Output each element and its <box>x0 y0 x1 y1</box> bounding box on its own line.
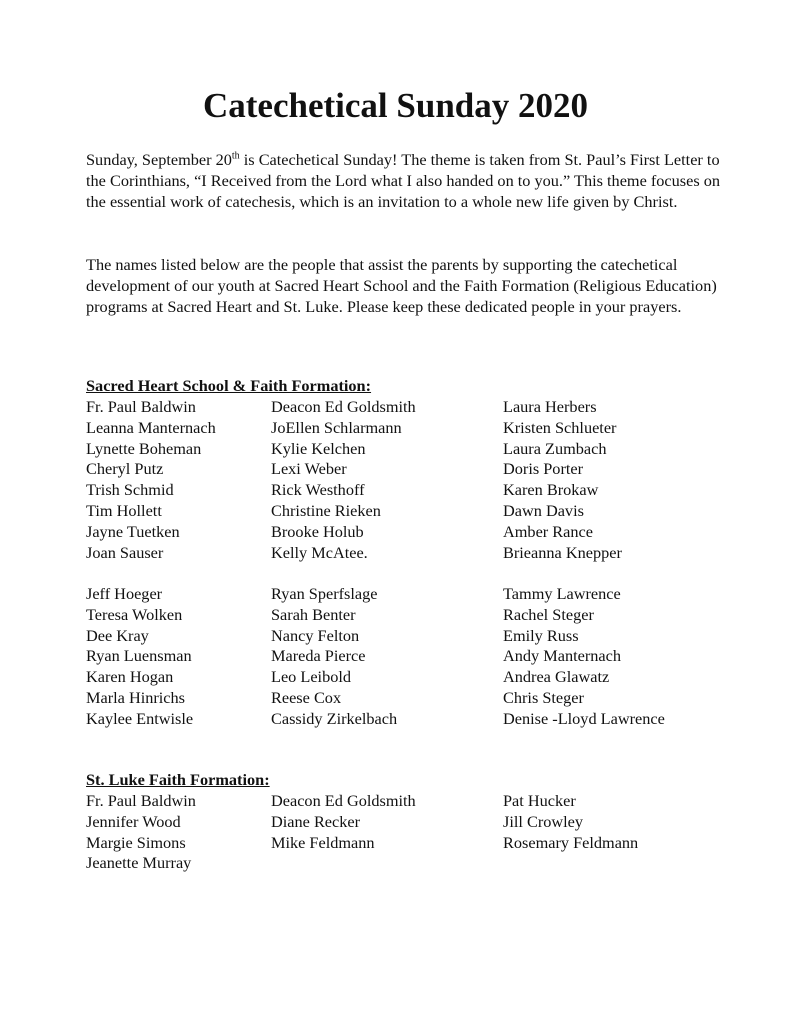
sacred-heart-group2-col1 <box>86 584 193 730</box>
name-entry: Chris Steger <box>503 687 584 707</box>
intro-paragraph <box>86 149 726 213</box>
sacred-heart-group1-col2 <box>271 397 416 563</box>
name-entry: Amber Rance <box>503 521 593 541</box>
sacred-heart-heading: Sacred Heart School & Faith Formation: <box>86 376 372 395</box>
name-entry: Nancy Felton <box>271 625 360 645</box>
name-entry: Sarah Benter <box>271 604 356 624</box>
name-entry: Rachel Steger <box>503 604 594 624</box>
names-intro-paragraph: The names listed below are the people that assist the parents by supporting the catechetical development of our youth at Sacred Heart School and the Faith Formation (Religious Education) programs at Sacred Heart and St. Luke. Please keep these dedicated people in your prayers. <box>86 255 717 317</box>
name-entry: Kelly McAtee. <box>271 542 368 562</box>
name-entry: Rick Westhoff <box>271 480 365 500</box>
name-entry: Deacon Ed Goldsmith <box>271 791 416 810</box>
name-entry: Kristen Schlueter <box>503 417 617 437</box>
name-entry: Trish Schmid <box>86 480 174 500</box>
sacred-heart-group2-col3 <box>503 584 665 730</box>
name-entry: Dawn Davis <box>503 500 584 520</box>
name-entry: Cheryl Putz <box>86 459 164 479</box>
name-entry: Ryan Luensman <box>86 646 192 666</box>
st-luke-heading: St. Luke Faith Formation: <box>86 770 270 789</box>
name-entry: JoEllen Schlarmann <box>271 417 402 437</box>
intro-text-rest: is Catechetical Sunday! The theme is taken from St. Paul’s First Letter to the Corinthians, “I Received from the Lord what I also handed on to you.” This theme focuses on the essential work of catechesis, which is an invitation to a whole new life given by Christ. <box>86 150 721 212</box>
name-entry: Brooke Holub <box>271 521 364 541</box>
name-entry: Reese Cox <box>271 687 342 707</box>
name-entry: Jennifer Wood <box>86 811 181 831</box>
name-entry: Pat Hucker <box>503 791 576 810</box>
name-entry: Margie Simons <box>86 832 186 852</box>
name-entry: Lexi Weber <box>271 459 347 479</box>
name-entry: Teresa Wolken <box>86 604 183 624</box>
name-entry: Rosemary Feldmann <box>503 832 639 852</box>
st-luke-col1 <box>86 791 196 874</box>
sacred-heart-group2-col2 <box>271 584 397 730</box>
name-entry: Tammy Lawrence <box>503 584 621 603</box>
name-entry: Dee Kray <box>86 625 149 645</box>
name-entry: Laura Zumbach <box>503 438 607 458</box>
name-entry: Mike Feldmann <box>271 832 375 852</box>
name-entry: Joan Sauser <box>86 542 164 562</box>
name-entry: Jill Crowley <box>503 811 584 831</box>
name-entry: Marla Hinrichs <box>86 687 186 707</box>
name-entry: Diane Recker <box>271 811 361 831</box>
name-entry: Andrea Glawatz <box>503 667 610 687</box>
name-entry: Tim Hollett <box>86 500 162 520</box>
name-entry: Brieanna Knepper <box>503 542 622 562</box>
st-luke-col2 <box>271 791 416 853</box>
name-entry: Ryan Sperfslage <box>271 584 378 603</box>
name-entry: Kylie Kelchen <box>271 438 366 458</box>
name-entry: Cassidy Zirkelbach <box>271 708 398 728</box>
sacred-heart-group1-col1 <box>86 397 216 563</box>
name-entry: Denise -Lloyd Lawrence <box>503 708 665 728</box>
name-entry: Jayne Tuetken <box>86 521 180 541</box>
page-title: Catechetical Sunday 2020 <box>203 86 588 125</box>
name-entry: Christine Rieken <box>271 500 381 520</box>
name-entry: Karen Hogan <box>86 667 174 687</box>
name-entry: Andy Manternach <box>503 646 621 666</box>
name-entry: Leo Leibold <box>271 667 352 687</box>
intro-text-start: Sunday, September 20 <box>86 150 232 169</box>
sacred-heart-group1-col3 <box>503 397 622 563</box>
name-entry: Fr. Paul Baldwin <box>86 397 196 416</box>
st-luke-col3 <box>503 791 638 853</box>
name-entry: Jeff Hoeger <box>86 584 163 603</box>
name-entry: Kaylee Entwisle <box>86 708 194 728</box>
name-entry: Emily Russ <box>503 625 579 645</box>
name-entry: Mareda Pierce <box>271 646 366 666</box>
name-entry: Fr. Paul Baldwin <box>86 791 196 810</box>
name-entry: Leanna Manternach <box>86 417 216 437</box>
name-entry: Lynette Boheman <box>86 438 202 458</box>
name-entry: Deacon Ed Goldsmith <box>271 397 416 416</box>
name-entry: Karen Brokaw <box>503 480 599 500</box>
name-entry: Doris Porter <box>503 459 584 479</box>
name-entry: Jeanette Murray <box>86 853 192 873</box>
name-entry: Laura Herbers <box>503 397 597 416</box>
intro-superscript: th <box>231 150 240 162</box>
